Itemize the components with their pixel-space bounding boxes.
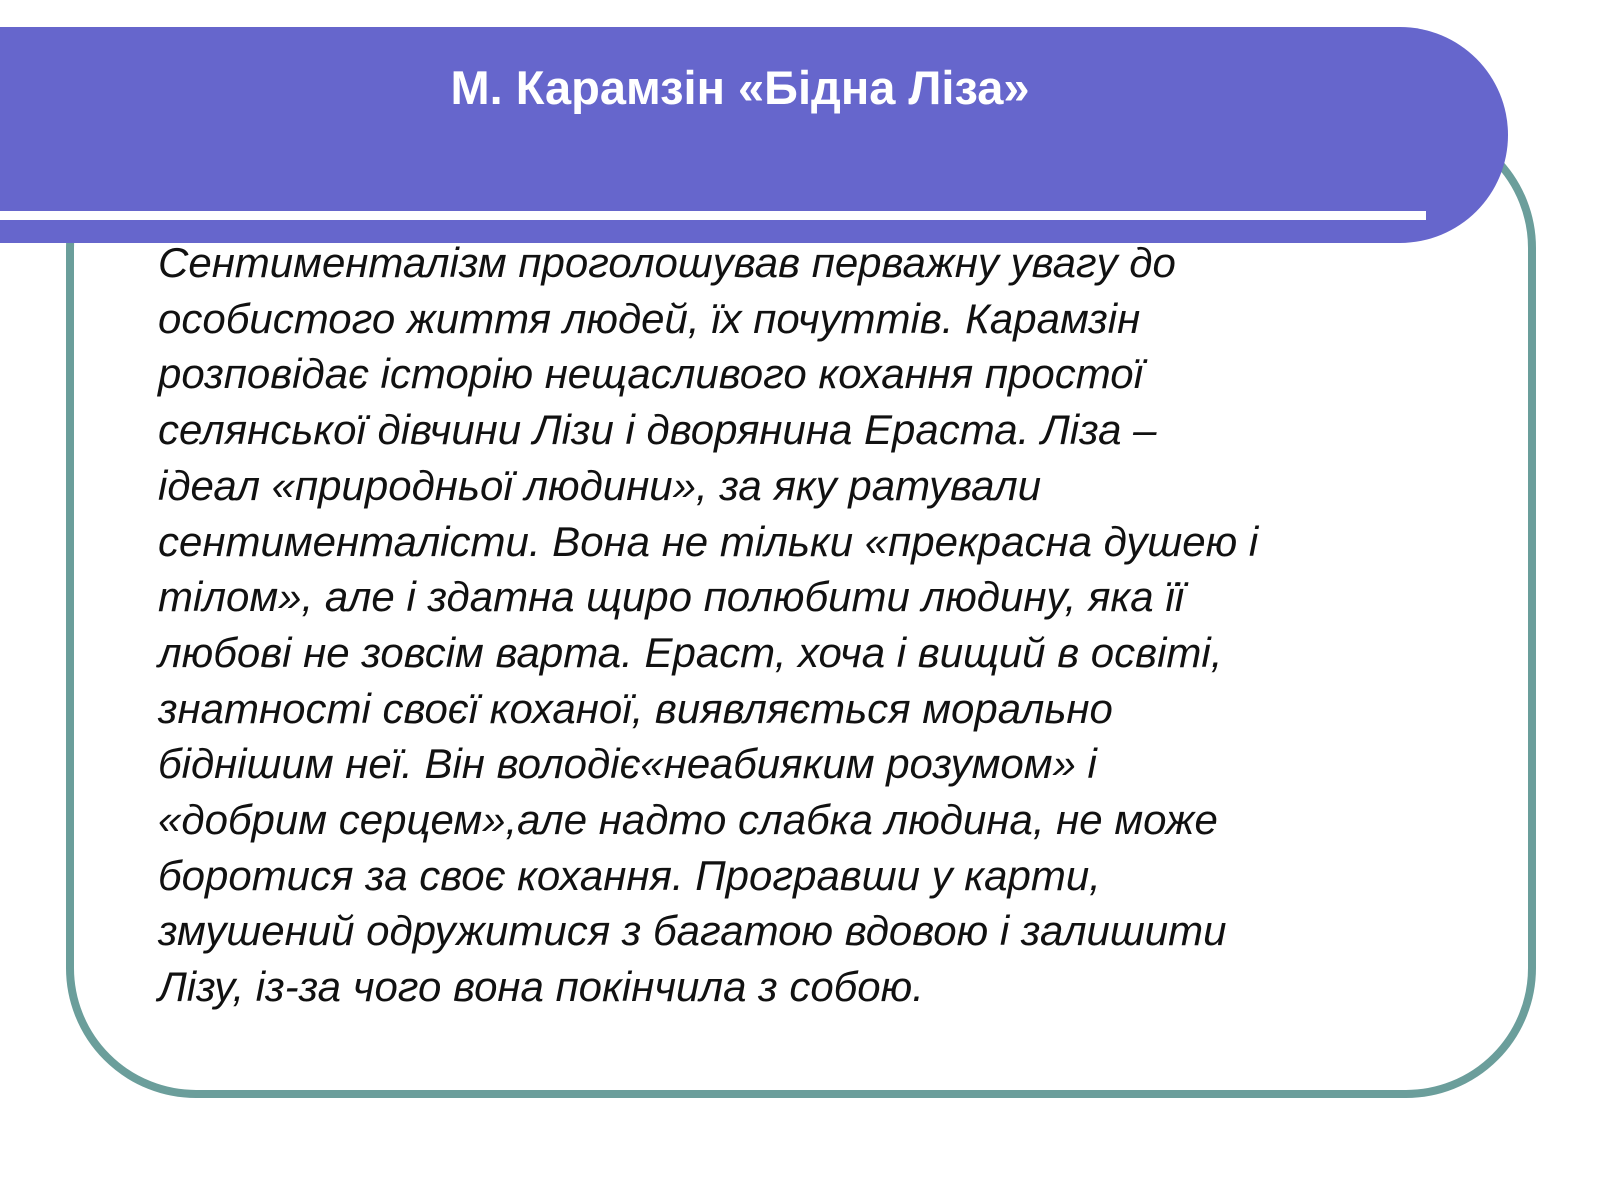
body-line: сентименталісти. Вона не тільки «прекрасна душею і xyxy=(158,517,1259,565)
body-line: селянської дівчини Лізи і дворянина Ераста. Ліза – xyxy=(158,406,1157,454)
body-line: тілом», але і здатна щиро полюбити людину, яка її xyxy=(158,573,1184,621)
body-line: «добрим серцем»,але надто слабка людина, не може xyxy=(158,796,1218,844)
body-line: Лізу, із-за чого вона покінчила з собою. xyxy=(158,963,924,1011)
slide-body-text xyxy=(158,235,1536,1015)
body-line: розповідає історію нещасливого кохання простої xyxy=(158,350,1143,398)
body-line: любові не зовсім варта. Ераст, хоча і вищий в освіті, xyxy=(158,628,1223,676)
body-line: біднішим неї. Він володіє«неабияким розумом» і xyxy=(158,740,1097,788)
body-line: Сентименталізм проголошував перважну увагу до xyxy=(158,239,1176,286)
body-line: боротися за своє кохання. Програвши у карти, xyxy=(158,851,1101,899)
slide-title: М. Карамзін «Бідна Ліза» xyxy=(450,61,1030,114)
body-line: змушений одружитися з багатою вдовою і залишити xyxy=(158,907,1227,955)
body-line: ідеал «природньої людини», за яку ратували xyxy=(158,461,1042,509)
body-line: особистого життя людей, їх почуттів. Карамзін xyxy=(158,294,1141,342)
title-underline xyxy=(0,211,1426,220)
body-line: знатності своєї коханої, виявляється морально xyxy=(158,684,1113,732)
